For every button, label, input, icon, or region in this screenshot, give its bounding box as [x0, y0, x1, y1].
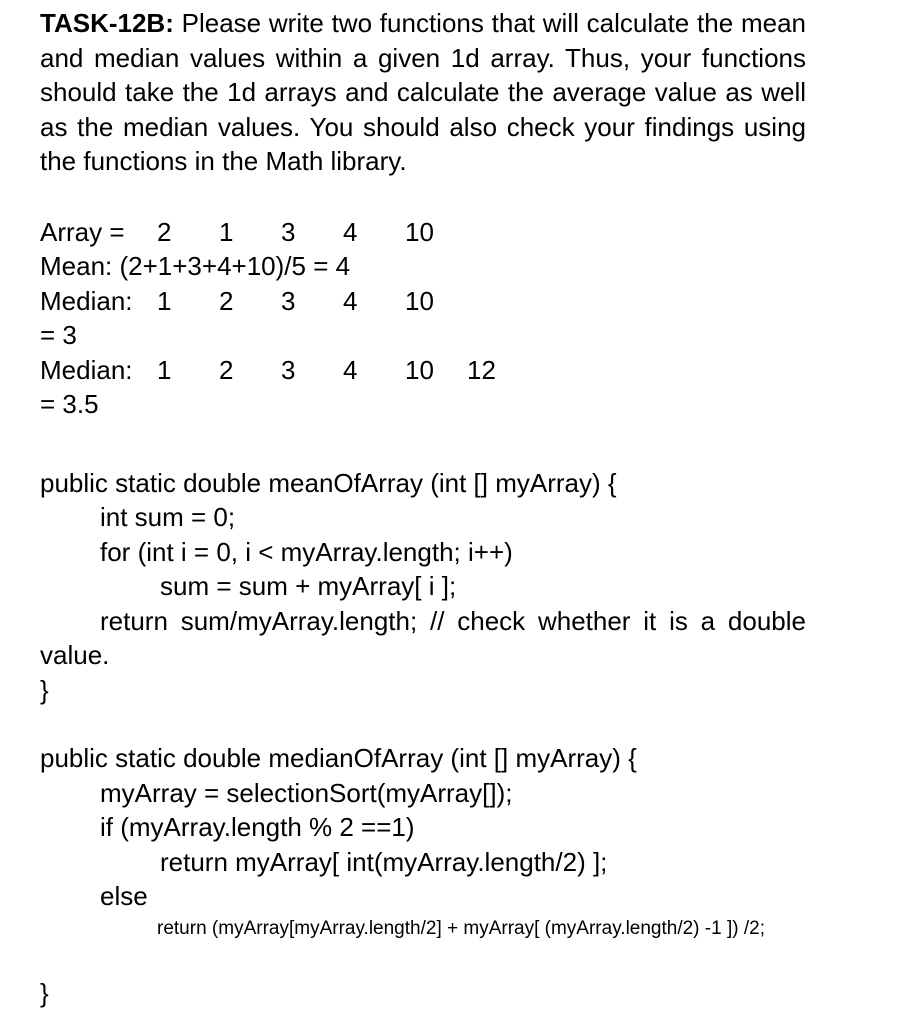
task-label: TASK-12B:	[40, 8, 174, 38]
median-value: 1	[157, 285, 172, 316]
array-value: 10	[405, 216, 434, 247]
median-row-label: Median:	[40, 354, 133, 385]
array-row-label: Array =	[40, 216, 125, 247]
code-line-mean-return: return sum/myArray.length; // check whether it is a double	[100, 605, 806, 636]
code-line-if-return: return myArray[ int(myArray.length/2) ];	[160, 846, 608, 877]
code-line-sum-accumulate: sum = sum + myArray[ i ];	[160, 571, 457, 601]
code-line-sum-declaration: int sum = 0;	[100, 502, 236, 532]
code-line-else: else	[100, 881, 148, 911]
task-paragraph	[40, 6, 806, 179]
code-line-selection-sort: myArray = selectionSort(myArray[]);	[100, 777, 513, 808]
array-value: 4	[343, 216, 358, 247]
median-value: 12	[467, 354, 496, 385]
median-row-label: Median:	[40, 285, 133, 316]
code-median-block	[40, 741, 806, 1010]
array-value: 3	[281, 216, 296, 247]
code-line-if-condition: if (myArray.length % 2 ==1)	[100, 812, 415, 842]
code-line-mean-return-wrap: value.	[40, 640, 110, 670]
code-line-median-closing-brace: }	[40, 977, 49, 1008]
median-value: 10	[405, 285, 434, 316]
median-value: 2	[219, 285, 234, 316]
code-line-median-signature: public static double medianOfArray (int [] myArray) {	[40, 743, 637, 773]
median-value: 1	[157, 354, 172, 385]
median-result-2: = 3.5	[40, 389, 99, 419]
code-line-mean-signature: public static double meanOfArray (int [] myArray) {	[40, 467, 617, 498]
code-mean-block	[40, 466, 806, 708]
array-value: 1	[219, 216, 234, 247]
code-line-for-loop: for (int i = 0, i < myArray.length; i++)	[100, 536, 513, 567]
array-value: 2	[157, 216, 172, 247]
code-line-mean-closing-brace: }	[40, 674, 49, 705]
mean-line: Mean: (2+1+3+4+10)/5 = 4	[40, 251, 351, 281]
median-row-1	[40, 284, 806, 319]
median-row-2	[40, 353, 806, 388]
task-text: Please write two functions that will calculate the mean and median values within a given 1d array. Thus, your functions should take the 1d arrays and calculate the average value as well as the median values. You should also check your findings using the functions in the Math library.	[40, 8, 806, 176]
median-value: 3	[281, 285, 296, 316]
median-value: 10	[405, 354, 434, 385]
code-line-else-return: return (myArray[myArray.length/2] + myArray[ (myArray.length/2) -1 ]) /2;	[157, 917, 765, 939]
array-row	[40, 215, 806, 250]
examples-section	[40, 215, 806, 422]
median-result-1: = 3	[40, 320, 77, 350]
median-value: 2	[219, 354, 234, 385]
median-value: 3	[281, 354, 296, 385]
median-value: 4	[343, 285, 358, 316]
median-value: 4	[343, 354, 358, 385]
